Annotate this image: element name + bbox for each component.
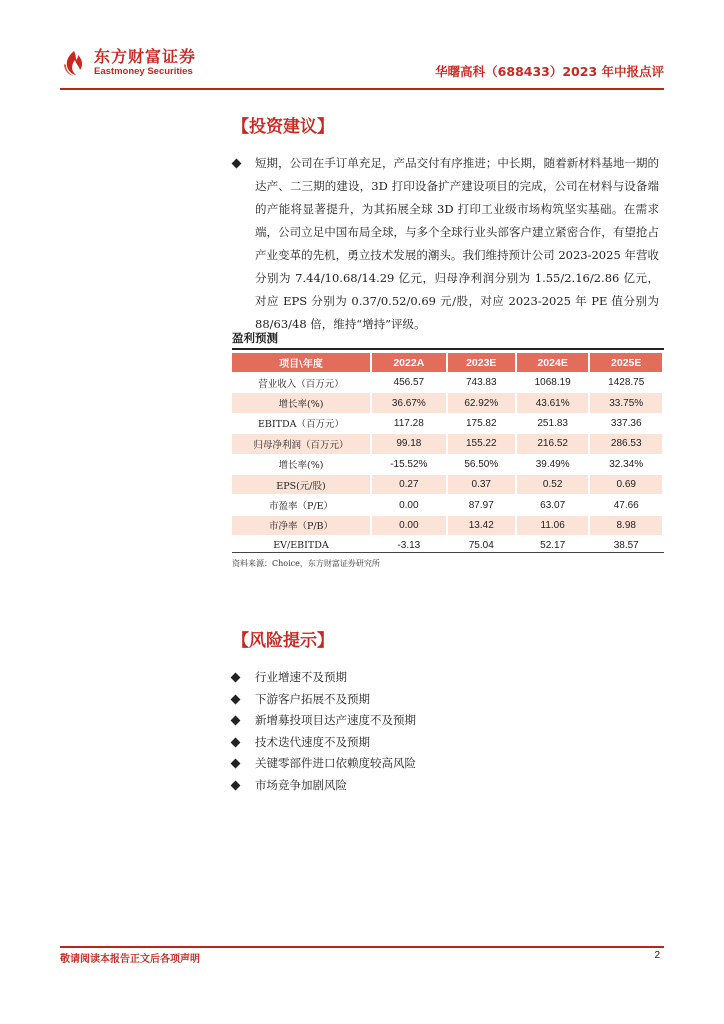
risk-item-text: 行业增速不及预期	[255, 670, 347, 684]
table-row	[232, 433, 664, 453]
table-cell: 743.83	[448, 372, 517, 392]
table-cell: 13.42	[448, 515, 517, 535]
table-row	[232, 494, 664, 514]
bullet-diamond-icon	[231, 737, 241, 747]
table-cell: 56.50%	[448, 454, 517, 474]
row-label: 市净率（P/B）	[232, 515, 372, 535]
header-cell-2022a: 2022A	[372, 353, 448, 372]
table-cell: 337.36	[590, 413, 664, 433]
risk-item-text: 下游客户拓展不及预期	[255, 691, 370, 706]
table-row	[232, 474, 664, 494]
risk-item-text: 市场竞争加剧风险	[255, 777, 347, 792]
table-row	[232, 515, 664, 535]
header-cell-item: 项目\年度	[232, 353, 372, 372]
table-cell: 75.04	[448, 535, 517, 555]
forecast-table	[232, 353, 664, 556]
table-cell: 456.57	[372, 372, 448, 392]
risk-section-title: 【风险提示】	[232, 631, 334, 651]
bullet-diamond-icon	[231, 780, 241, 790]
table-cell: 43.61%	[517, 392, 591, 412]
footer-disclaimer: 敬请阅读本报告正文后各项声明	[60, 954, 200, 965]
table-cell: 52.17	[517, 535, 591, 555]
table-cell: 251.83	[517, 413, 591, 433]
investment-paragraph: 短期，公司在手订单充足，产品交付有序推进；中长期，随着新材料基地一期的达产、二三期的建设，3D 打印设备扩产建设项目的完成，公司在材料与设备端的产能将显著提升，为其拓展全球 3D 打印工业级市场构筑坚实基础。在需求端，公司立足中国布局全球，与多个全球行业头部客户建立紧密合作，有望抢占产业变革的先机，勇立技术发展的潮头。我们维持预计公司 2023-2025 年营收分别为 7.44/10.68/14.29 亿元，归母净利润分别为 1.55/2.16/2.86 亿元，对应 EPS 分别为 0.37/0.52/0.69 元/股，对应 2023-2025 年 PE 值分别为 88/63/48 倍，维持“增持”评级。	[255, 156, 659, 331]
table-bottom-rule	[232, 552, 664, 553]
table-cell: 0.27	[372, 474, 448, 494]
table-cell: 32.34%	[590, 454, 664, 474]
table-cell: 216.52	[517, 433, 591, 453]
table-cell: 39.49%	[517, 454, 591, 474]
table-cell: -15.52%	[372, 454, 448, 474]
header-cell-2025e: 2025E	[590, 353, 664, 372]
table-cell: 36.67%	[372, 392, 448, 412]
table-cell: 1068.19	[517, 372, 591, 392]
table-cell: 38.57	[590, 535, 664, 555]
table-cell: 117.28	[372, 413, 448, 433]
row-label: 归母净利润（百万元）	[232, 433, 372, 453]
table-cell: 33.75%	[590, 392, 664, 412]
table-cell: 0.69	[590, 474, 664, 494]
bullet-diamond-icon	[232, 159, 242, 169]
header-cell-2023e: 2023E	[448, 353, 517, 372]
table-cell: 0.00	[372, 494, 448, 514]
investment-section-title: 【投资建议】	[232, 117, 334, 137]
table-cell: 286.53	[590, 433, 664, 453]
table-source-note: 资料来源：Choice，东方财富证券研究所	[232, 559, 380, 568]
table-cell: 0.37	[448, 474, 517, 494]
logo-text-cn: 东方财富证券	[94, 47, 197, 66]
risk-item-text: 技术迭代速度不及预期	[255, 734, 370, 749]
table-cell: 0.52	[517, 474, 591, 494]
row-label: 营业收入（百万元）	[232, 372, 372, 392]
risk-item-text: 新增募投项目达产速度不及预期	[255, 713, 416, 727]
header-divider	[60, 88, 664, 90]
row-label: 市盈率（P/E）	[232, 494, 372, 514]
table-cell: 87.97	[448, 494, 517, 514]
table-row	[232, 413, 664, 433]
table-cell: 0.00	[372, 515, 448, 535]
table-top-rule	[232, 348, 664, 350]
row-label: 增长率(%)	[232, 454, 372, 474]
table-cell: 63.07	[517, 494, 591, 514]
eastmoney-logo	[60, 48, 196, 78]
table-cell: 62.92%	[448, 392, 517, 412]
table-row	[232, 392, 664, 412]
table-cell: 47.66	[590, 494, 664, 514]
report-title: 华曙高科（688433）2023 年中报点评	[435, 64, 664, 79]
page-number: 2	[654, 950, 660, 961]
table-header-row	[232, 353, 664, 372]
bullet-diamond-icon	[231, 673, 241, 683]
table-row	[232, 372, 664, 392]
row-label: EPS(元/股)	[232, 474, 372, 494]
bullet-diamond-icon	[231, 716, 241, 726]
row-label: 增长率(%)	[232, 392, 372, 412]
table-cell: 99.18	[372, 433, 448, 453]
table-cell: 8.98	[590, 515, 664, 535]
table-cell: 1428.75	[590, 372, 664, 392]
row-label: EV/EBITDA	[232, 535, 372, 555]
table-cell: -3.13	[372, 535, 448, 555]
footer-divider	[60, 946, 664, 948]
bullet-diamond-icon	[231, 759, 241, 769]
risk-item-text: 关键零部件进口依赖度较高风险	[255, 756, 416, 770]
page-header	[60, 42, 664, 88]
row-label: EBITDA（百万元）	[232, 413, 372, 433]
table-cell: 155.22	[448, 433, 517, 453]
eastmoney-flame-icon	[60, 48, 90, 78]
table-cell: 11.06	[517, 515, 591, 535]
logo-text-en: Eastmoney Securities	[94, 66, 193, 77]
header-cell-2024e: 2024E	[517, 353, 591, 372]
bullet-diamond-icon	[231, 694, 241, 704]
table-row	[232, 454, 664, 474]
forecast-table-caption: 盈利预测	[232, 331, 278, 345]
table-cell: 175.82	[448, 413, 517, 433]
